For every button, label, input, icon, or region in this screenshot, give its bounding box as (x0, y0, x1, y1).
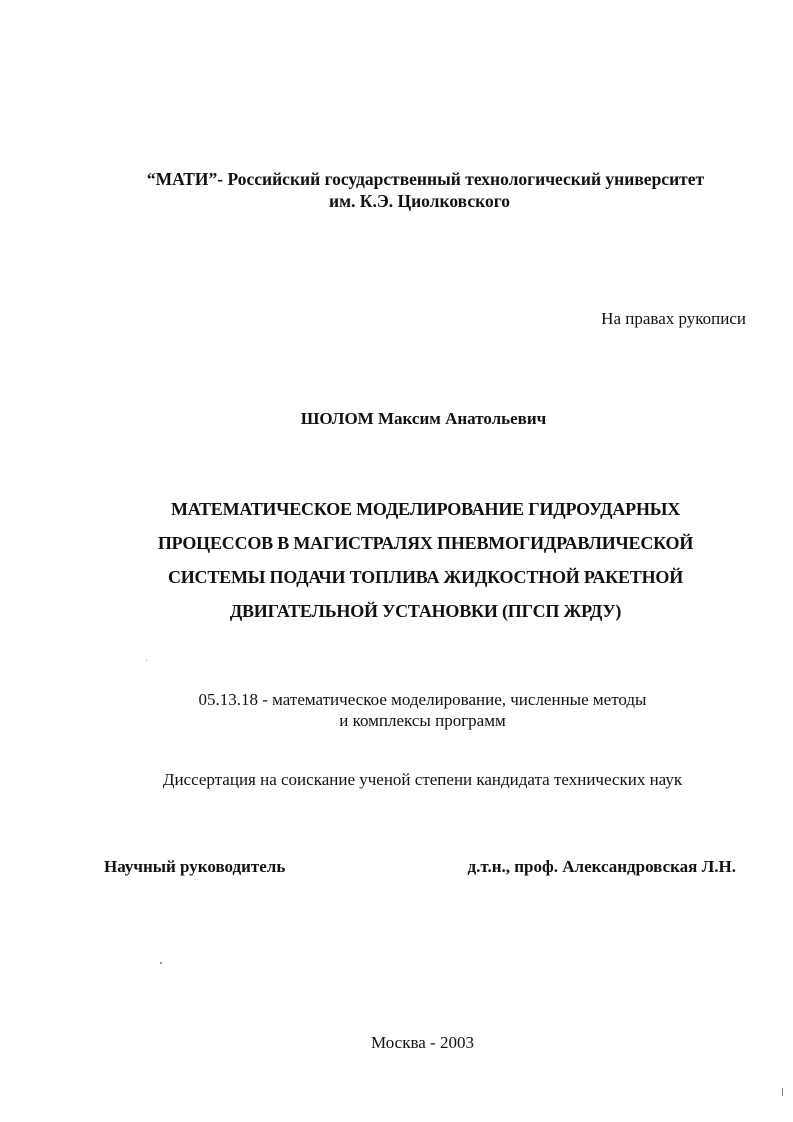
scan-speck (160, 962, 162, 964)
dissertation-title (0, 492, 793, 628)
university-header (0, 168, 793, 212)
university-namesake: им. К.Э. Циолковского (329, 191, 510, 211)
specialty-line: и комплексы программ (339, 711, 506, 730)
scan-speck (782, 1088, 783, 1096)
city-year: Москва - 2003 (371, 1033, 474, 1052)
title-line: ДВИГАТЕЛЬНОЙ УСТАНОВКИ (ПГСП ЖРДУ) (229, 601, 622, 621)
dissertation-degree: Диссертация на соискание ученой степени кандидата технических наук (162, 770, 683, 789)
specialty-line: 05.13.18 - математическое моделирование, численные методы (198, 690, 647, 709)
specialty-code (0, 689, 793, 731)
title-line: МАТЕМАТИЧЕСКОЕ МОДЕЛИРОВАНИЕ ГИДРОУДАРНЫХ (170, 499, 681, 519)
scan-speck (146, 660, 147, 661)
supervisor-name: д.т.н., проф. Александровская Л.Н. (467, 857, 736, 876)
title-line: СИСТЕМЫ ПОДАЧИ ТОПЛИВА ЖИДКОСТНОЙ РАКЕТНОЙ (167, 567, 684, 587)
manuscript-note: На правах рукописи (601, 309, 746, 328)
author-name: ШОЛОМ Максим Анатольевич (300, 409, 547, 428)
title-line: ПРОЦЕССОВ В МАГИСТРАЛЯХ ПНЕВМОГИДРАВЛИЧЕСКОЙ (157, 533, 694, 553)
supervisor-label: Научный руководитель (104, 857, 286, 876)
university-name: “МАТИ”- Российский государственный технологический университет (146, 169, 705, 189)
